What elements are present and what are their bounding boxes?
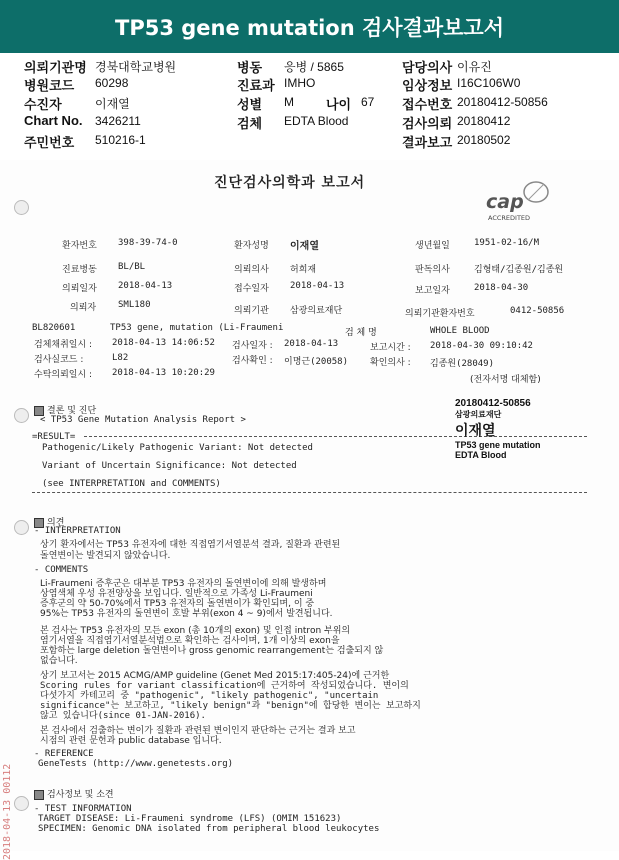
requester-label: 의뢰자 [70,303,97,313]
stamp-name: 이재열 [455,423,496,439]
consign-time-label: 수탁의뢰일시 : [34,370,93,380]
requesting-doctor-value: 허희재 [290,265,317,275]
hospital-code-value: 60298 [95,76,129,90]
interpretation-line: 돌연변이는 발견되지 않았습니다. [40,551,171,561]
scanned-report [0,160,619,860]
ward-scan-value: BL/BL [118,262,146,272]
stamp-specimen: EDTA Blood [455,450,507,460]
interpretation-line: 상기 환자에서는 TP53 유전자에 대한 직접염기서열분석 결과, 질환과 관련된 [40,540,341,550]
cap-logo-subtext: ACCREDITED [488,214,531,222]
institution-value: 경북대학교병원 [95,60,177,74]
test-name: TP53 gene, mutation (Li-Fraumeni [110,323,284,333]
side-date-stamp: 2018-04-13 00112 [2,763,13,860]
dept-label: 진료과 [237,78,275,93]
id-label: 주민번호 [24,135,75,150]
divider [32,492,587,493]
cap-accredited-logo [482,180,554,224]
binder-hole [14,200,29,215]
test-date-label: 검사일자 : [232,341,273,351]
test-info-title: - TEST INFORMATION [34,804,132,814]
patient-name-label: 환자성명 [234,241,269,251]
lab-code-label: 검사실코드 : [34,355,84,365]
confirm-doctor-value: 김종원(28049) [430,359,495,369]
comments-title: - COMMENTS [34,565,89,575]
request-date-value: 2018-04-13 [118,281,173,291]
stamp-org: 삼광의료재단 [455,410,502,419]
scan-specimen-label: 검 체 명 [345,328,377,338]
result-pathogenic: Pathogenic/Likely Pathogenic Variant: Not detected [42,443,313,453]
comment-line: 본 검사에서 검출하는 변이가 질환과 관련된 변이인지 판단하는 근거는 결과 보고 [40,726,356,736]
report-subtitle: < TP53 Gene Mutation Analysis Report > [40,415,246,425]
comment-line: 시점의 관련 문헌과 public database 입니다. [40,736,222,746]
report-label: 결과보고 [402,135,453,150]
report-value: 20180502 [457,133,511,147]
reference-title: - REFERENCE [34,749,94,759]
ward-value: 응병 / 5865 [284,60,344,74]
binder-hole [14,520,29,535]
reading-doctor-label: 판독의사 [415,265,450,275]
request-date-label: 의뢰일자 [62,284,97,294]
physician-label: 담당의사 [402,60,453,75]
comment-line: 포함하는 large deletion 돌연변이나 gross genomic rearrangement는 검출되지 않 [40,646,384,656]
patient-info-panel [0,55,619,151]
sex-label: 성별 [237,97,263,112]
consign-time-value: 2018-04-13 10:20:29 [112,368,215,378]
comment-line: Li-Fraumeni 증후군은 대부분 TP53 유전자의 돌연변이에 의해 발생하며 [40,579,327,589]
test-date-value: 2018-04-13 [284,339,339,349]
comment-line: 없습니다. [40,656,78,666]
result-header: =RESULT= [32,432,76,442]
specimen-label: 검체 [237,116,263,131]
patient-no-label: 환자번호 [62,241,97,251]
receipt-date-value: 2018-04-13 [290,281,345,291]
test-code: BL820601 [32,323,76,333]
confirm-doctor-label: 확인의사 : [370,358,411,368]
requesting-institution-label: 의뢰기관 [234,306,269,316]
test-info-line: SPECIMEN: Genomic DNA isolated from peripheral blood leukocytes [38,824,380,834]
checkbox-icon [34,790,44,800]
hospital-code-label: 병원코드 [24,78,75,93]
comment-line: 상기 보고서는 2015 ACMG/AMP guideline (Genet Med 2015:17:405-24)에 근거한 [40,671,390,681]
inst-patient-no-label: 의뢰기관환자번호 [405,309,475,319]
report-title-bar [0,0,619,53]
comment-line: 95%는 TP53 유전자의 돌연변이 호발 부위(exon 4 ~ 9)에서 발견됩니다. [40,609,333,619]
lab-code-value: L82 [112,353,129,363]
reading-doctor-value: 김형태/김종원/김종원 [474,265,564,275]
birth-date-value: 1951-02-16/M [474,238,540,248]
requesting-doctor-label: 의뢰의사 [234,265,269,275]
receipt-label: 접수번호 [402,97,453,112]
request-label: 검사의뢰 [402,116,453,131]
report-time-label: 보고시간 : [370,343,411,353]
patient-value: 이재열 [95,97,130,111]
comment-line: 본 검사는 TP53 유전자의 모든 exon (총 10개의 exon) 및 인접 intron 부위의 [40,626,351,636]
request-value: 20180412 [457,114,511,128]
report-title: TP53 gene mutation 검사결과보고서 [115,15,504,40]
id-value: 510216-1 [95,133,146,147]
physician-value: 이유진 [457,60,492,74]
clinical-value: I16C106W0 [457,76,521,90]
interpretation-title: - INTERPRETATION [34,526,121,536]
inst-patient-no-value: 0412-50856 [510,306,565,316]
patient-no-value: 398-39-74-0 [118,238,178,248]
scan-doc-title: 진단검사의학과 보고서 [214,175,366,191]
section-testinfo-heading [34,787,114,800]
stamp-id: 20180412-50856 [455,398,531,409]
checkbox-icon [34,406,44,416]
patient-name-value: 이재열 [290,241,319,252]
test-confirm-value: 이명근(20058) [284,357,349,367]
collection-time-value: 2018-04-13 14:06:52 [112,338,215,348]
cap-logo-text: cap [486,191,524,213]
specimen-value: EDTA Blood [284,114,349,128]
comment-line: Scoring rules for variant classification에 근거하여 작성되었습니다. 변이의 [40,681,409,691]
result-vus: Variant of Uncertain Significance: Not detected [42,461,297,471]
ward-label: 병동 [237,60,263,75]
test-confirm-label: 검사확인 : [232,356,273,366]
comment-line: 증후군의 약 50-70%에서 TP53 유전자의 돌연변이가 확인되며, 이 중 [40,599,315,609]
binder-hole [14,796,29,811]
sex-value: M [284,95,294,109]
stamp-test: TP53 gene mutation [455,440,541,450]
test-info-line: TARGET DISEASE: Li-Fraumeni syndrome (LFS) (OMIM 151623) [38,814,342,824]
binder-hole [14,408,29,423]
sample-label-stamp [455,398,585,460]
section-conclusion-title: 결론 및 진단 [47,406,97,416]
age-value: 67 [361,95,375,109]
result-see-note: (see INTERPRETATION and COMMENTS) [42,479,221,489]
report-date-value: 2018-04-30 [474,283,529,293]
comment-line: 다섯가지 카테고리 중 "pathogenic", "likely pathogenic", "uncertain [40,691,379,701]
receipt-value: 20180412-50856 [457,95,548,109]
chart-value: 3426211 [95,114,141,128]
ward-scan-label: 진료병동 [62,265,97,275]
institution-label: 의뢰기관명 [24,60,87,75]
chart-label: Chart No. [24,113,83,128]
comment-line: 않고 있습니다(since 01-JAN-2016). [40,711,206,721]
report-time-value: 2018-04-30 09:10:42 [430,341,533,351]
comment-line: 염기서열을 직접염기서열분석법으로 확인하는 검사이며, 1개 이상의 exon을 [40,636,340,646]
reference-line: GeneTests (http://www.genetests.org) [38,759,234,769]
requester-value: SML180 [118,300,151,310]
comment-line: 상염색체 우성 유전양상을 보입니다. 일반적으로 가족성 Li-Fraumeni [40,589,313,599]
scan-specimen-value: WHOLE BLOOD [430,326,490,336]
comment-line: significance"는 보고하고, "likely benign"과 "benign"에 합당한 변이는 보고하지 [40,701,421,711]
esign-note: (전자서명 대체함) [470,375,541,385]
receipt-date-label: 접수일자 [234,284,269,294]
age-label: 나이 [326,97,352,112]
section-opinion-title: 의견 [47,518,65,528]
patient-label: 수진자 [24,97,62,112]
requesting-institution-value: 삼광의료재단 [290,306,343,316]
report-date-label: 보고일자 [415,286,450,296]
collection-time-label: 검체채취일시 : [34,340,93,350]
clinical-label: 임상정보 [402,78,453,93]
dept-value: IMHO [284,76,316,90]
section-testinfo-title: 검사정보 및 소견 [47,790,114,800]
birth-date-label: 생년월일 [415,241,450,251]
